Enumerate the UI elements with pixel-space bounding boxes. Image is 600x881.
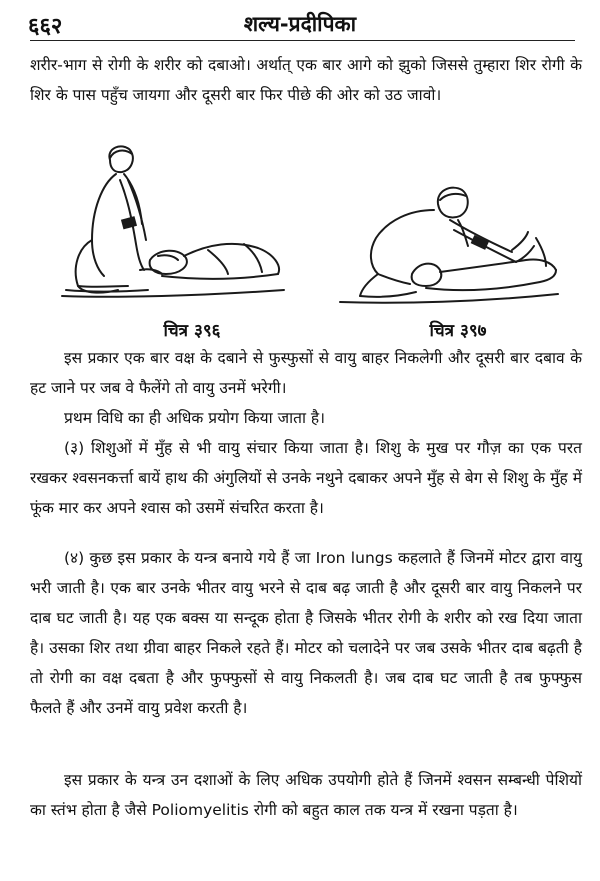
paragraph-5: (४) कुछ इस प्रकार के यन्त्र बनाये गये हैं जा Iron lungs कहलाते हैं जिनमें मोटर द्वारा वायु भरी जाती है। एक बार उनके भीतर वायु भरने से दाब बढ़ जाती है और दूसरी बार वायु निकलने पर दाब घट जाती है। यह एक बक्स या सन्दूक होता है जिसके भीतर रोगी के शरीर को रख दिया जाता है। उसका शिर तथा ग्रीवा बाहर निकले रहते हैं। मोटर को चलादेने पर जब उसके भीतर दाब बढ़ती है तो रोगी का वक्ष दबता है और फुफ्फुसों से वायु निकलती है। जब दाब घट जाती है तब फुफ्फुस फैलते हैं और उनमें वायु प्रवेश करती है।	[30, 549, 582, 717]
running-title: शल्य-प्रदीपिका	[243, 12, 357, 36]
paragraph-2: इस प्रकार एक बार वक्ष के दबाने से फुस्फुसों से वायु बाहर निकलेगी और दूसरी बार दबाव के हट जाने पर जब वे फैलेंगे तो वायु उनमें भरेगी।	[30, 349, 582, 397]
figure-397-illustration	[330, 180, 560, 310]
paragraph-4: (३) शिशुओं में मुँह से भी वायु संचार किया जाता है। शिशु के मुख पर गौज़ का एक परत रखकर श्वसनकर्त्ता बायें हाथ की अंगुलियों से उनके नथुने दबाकर अपने मुँह से बेग से शिशु के मुँह में फूंक मार कर अपने श्वास को उसमें संचरित करता है।	[30, 439, 582, 517]
paragraph-1: शरीर-भाग से रोगी के शरीर को दबाओ। अर्थात् एक बार आगे को झुको जिससे तुम्हारा शिर रोगी के शिर के पास पहुँच जायगा और दूसरी बार फिर पीछे की ओर को उठ जावो।	[30, 56, 582, 104]
paragraph-6: इस प्रकार के यन्त्र उन दशाओं के लिए अधिक उपयोगी होते हैं जिनमें श्वसन सम्बन्धी पेशियों का स्तंभ होता है जैसे Poliomyelitis रोगी को बहुत काल तक यन्त्र में रखना पड़ता है।	[30, 771, 582, 819]
page-header	[0, 6, 600, 42]
figure-396-illustration	[58, 140, 288, 305]
page-number: ६६२	[28, 14, 63, 39]
paragraph-3: प्रथम विधि का ही अधिक प्रयोग किया जाता है।	[64, 409, 325, 427]
figure-397-caption: चित्र ३९७	[429, 321, 487, 341]
header-rule	[30, 40, 575, 41]
figure-396-caption: चित्र ३९६	[163, 321, 221, 341]
